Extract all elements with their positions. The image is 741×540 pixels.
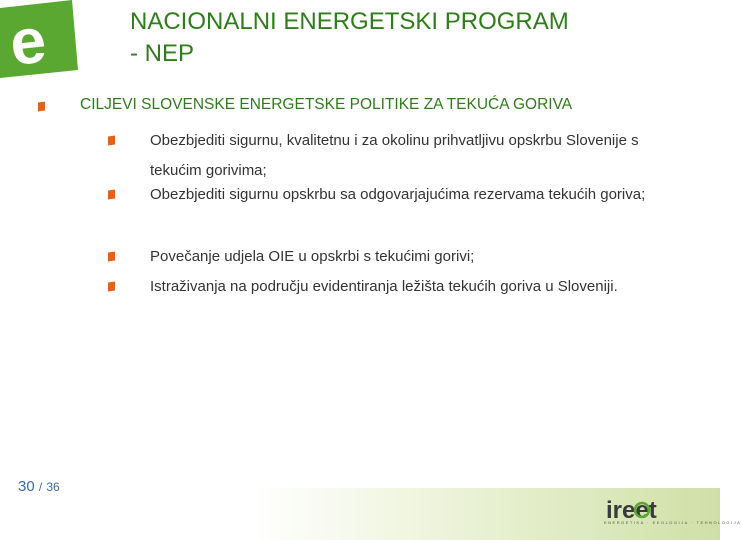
page-number (18, 478, 60, 495)
title-line-1: NACIONALNI ENERGETSKI PROGRAM (130, 8, 569, 35)
page-title (130, 6, 690, 70)
e-logo-icon (0, 0, 80, 78)
list-item: Istraživanja na području evidentiranja ležišta tekućih goriva u Sloveniji. (150, 278, 618, 295)
list-item: Povečanje udjela OIE u opskrbi s tekućimi gorivi; (150, 248, 475, 265)
ireet-tagline: ENERGETIKA · EKOLOGIJA · TEHNOLOGIJA (604, 520, 741, 525)
svg-text:e: e (6, 3, 50, 79)
ireet-logo-text: ireet (606, 497, 657, 524)
section-heading: CILJEVI SLOVENSKE ENERGETSKE POLITIKE ZA TEKUĆA GORIVA (80, 96, 573, 113)
list-item: Obezbjediti sigurnu opskrbu sa odgovarjajućima rezervama tekućih goriva; (150, 186, 646, 203)
item-bullet-icon (108, 136, 115, 146)
list-item: Obezbjediti sigurnu, kvalitetnu i za okolinu prihvatljivu opskrbu Slovenije s tekućim gorivima; (150, 132, 639, 179)
item-bullet-icon (108, 282, 115, 292)
heading-bullet-icon (38, 102, 45, 112)
page-current: 30 (18, 478, 35, 495)
page-total: 36 (46, 480, 60, 494)
title-line-2: - NEP (130, 40, 195, 67)
page-separator: / (38, 480, 43, 494)
item-bullet-icon (108, 190, 115, 200)
item-bullet-icon (108, 252, 115, 262)
